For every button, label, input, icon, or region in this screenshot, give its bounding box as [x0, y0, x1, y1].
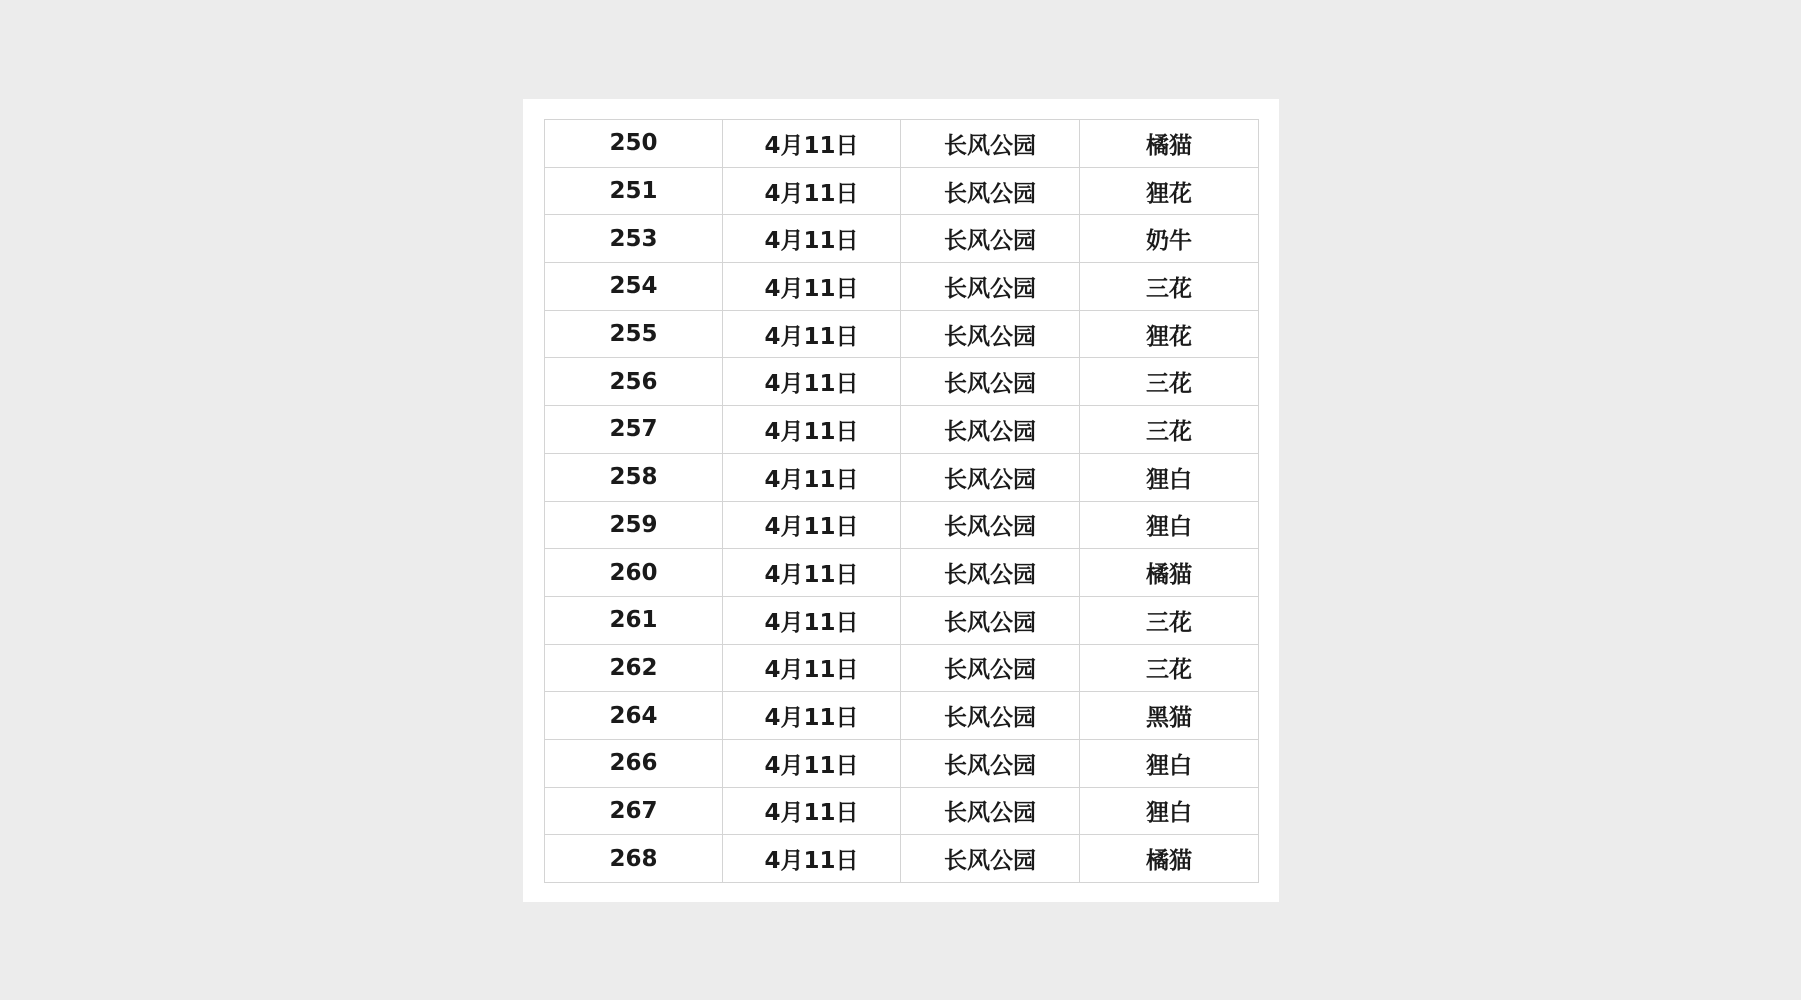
location-cell: 长风公园 [901, 644, 1080, 692]
id-cell: 256 [545, 358, 723, 406]
cat-type-cell: 奶牛 [1080, 215, 1259, 263]
cat-type-cell: 三花 [1080, 263, 1259, 311]
location-cell: 长风公园 [901, 501, 1080, 549]
date-cell: 4月11日 [723, 739, 901, 787]
table-row [545, 501, 1259, 549]
table-row [545, 835, 1259, 883]
date-cell: 4月11日 [723, 453, 901, 501]
table-row [545, 310, 1259, 358]
id-cell: 258 [545, 453, 723, 501]
table-row [545, 263, 1259, 311]
date-cell: 4月11日 [723, 787, 901, 835]
date-cell: 4月11日 [723, 644, 901, 692]
id-cell: 262 [545, 644, 723, 692]
cat-type-cell: 黑猫 [1080, 692, 1259, 740]
table-row [545, 692, 1259, 740]
table-row [545, 644, 1259, 692]
location-cell: 长风公园 [901, 835, 1080, 883]
date-cell: 4月11日 [723, 406, 901, 454]
date-cell: 4月11日 [723, 835, 901, 883]
cat-type-cell: 三花 [1080, 406, 1259, 454]
location-cell: 长风公园 [901, 120, 1080, 168]
id-cell: 250 [545, 120, 723, 168]
cat-record-table [544, 119, 1259, 883]
cat-type-cell: 三花 [1080, 644, 1259, 692]
id-cell: 255 [545, 310, 723, 358]
cat-type-cell: 三花 [1080, 596, 1259, 644]
cat-type-cell: 橘猫 [1080, 549, 1259, 597]
cat-type-cell: 狸花 [1080, 167, 1259, 215]
location-cell: 长风公园 [901, 453, 1080, 501]
id-cell: 266 [545, 739, 723, 787]
location-cell: 长风公园 [901, 215, 1080, 263]
table-row [545, 167, 1259, 215]
date-cell: 4月11日 [723, 692, 901, 740]
id-cell: 257 [545, 406, 723, 454]
table-row [545, 453, 1259, 501]
table-row [545, 120, 1259, 168]
table-row [545, 406, 1259, 454]
id-cell: 267 [545, 787, 723, 835]
date-cell: 4月11日 [723, 215, 901, 263]
location-cell: 长风公园 [901, 310, 1080, 358]
date-cell: 4月11日 [723, 120, 901, 168]
date-cell: 4月11日 [723, 310, 901, 358]
table-row [545, 549, 1259, 597]
location-cell: 长风公园 [901, 406, 1080, 454]
id-cell: 251 [545, 167, 723, 215]
table-row [545, 358, 1259, 406]
table-body [545, 120, 1259, 883]
cat-type-cell: 三花 [1080, 358, 1259, 406]
id-cell: 253 [545, 215, 723, 263]
cat-type-cell: 狸白 [1080, 453, 1259, 501]
cat-type-cell: 狸白 [1080, 787, 1259, 835]
id-cell: 268 [545, 835, 723, 883]
document-sheet [523, 99, 1279, 902]
cat-type-cell: 橘猫 [1080, 835, 1259, 883]
cat-type-cell: 狸花 [1080, 310, 1259, 358]
id-cell: 260 [545, 549, 723, 597]
location-cell: 长风公园 [901, 263, 1080, 311]
cat-type-cell: 狸白 [1080, 739, 1259, 787]
location-cell: 长风公园 [901, 549, 1080, 597]
id-cell: 264 [545, 692, 723, 740]
date-cell: 4月11日 [723, 596, 901, 644]
cat-type-cell: 狸白 [1080, 501, 1259, 549]
location-cell: 长风公园 [901, 596, 1080, 644]
table-row [545, 215, 1259, 263]
date-cell: 4月11日 [723, 167, 901, 215]
id-cell: 261 [545, 596, 723, 644]
location-cell: 长风公园 [901, 358, 1080, 406]
id-cell: 259 [545, 501, 723, 549]
table-row [545, 787, 1259, 835]
location-cell: 长风公园 [901, 167, 1080, 215]
date-cell: 4月11日 [723, 263, 901, 311]
table-row [545, 739, 1259, 787]
date-cell: 4月11日 [723, 549, 901, 597]
date-cell: 4月11日 [723, 358, 901, 406]
date-cell: 4月11日 [723, 501, 901, 549]
location-cell: 长风公园 [901, 692, 1080, 740]
location-cell: 长风公园 [901, 787, 1080, 835]
id-cell: 254 [545, 263, 723, 311]
cat-type-cell: 橘猫 [1080, 120, 1259, 168]
table-row [545, 596, 1259, 644]
location-cell: 长风公园 [901, 739, 1080, 787]
